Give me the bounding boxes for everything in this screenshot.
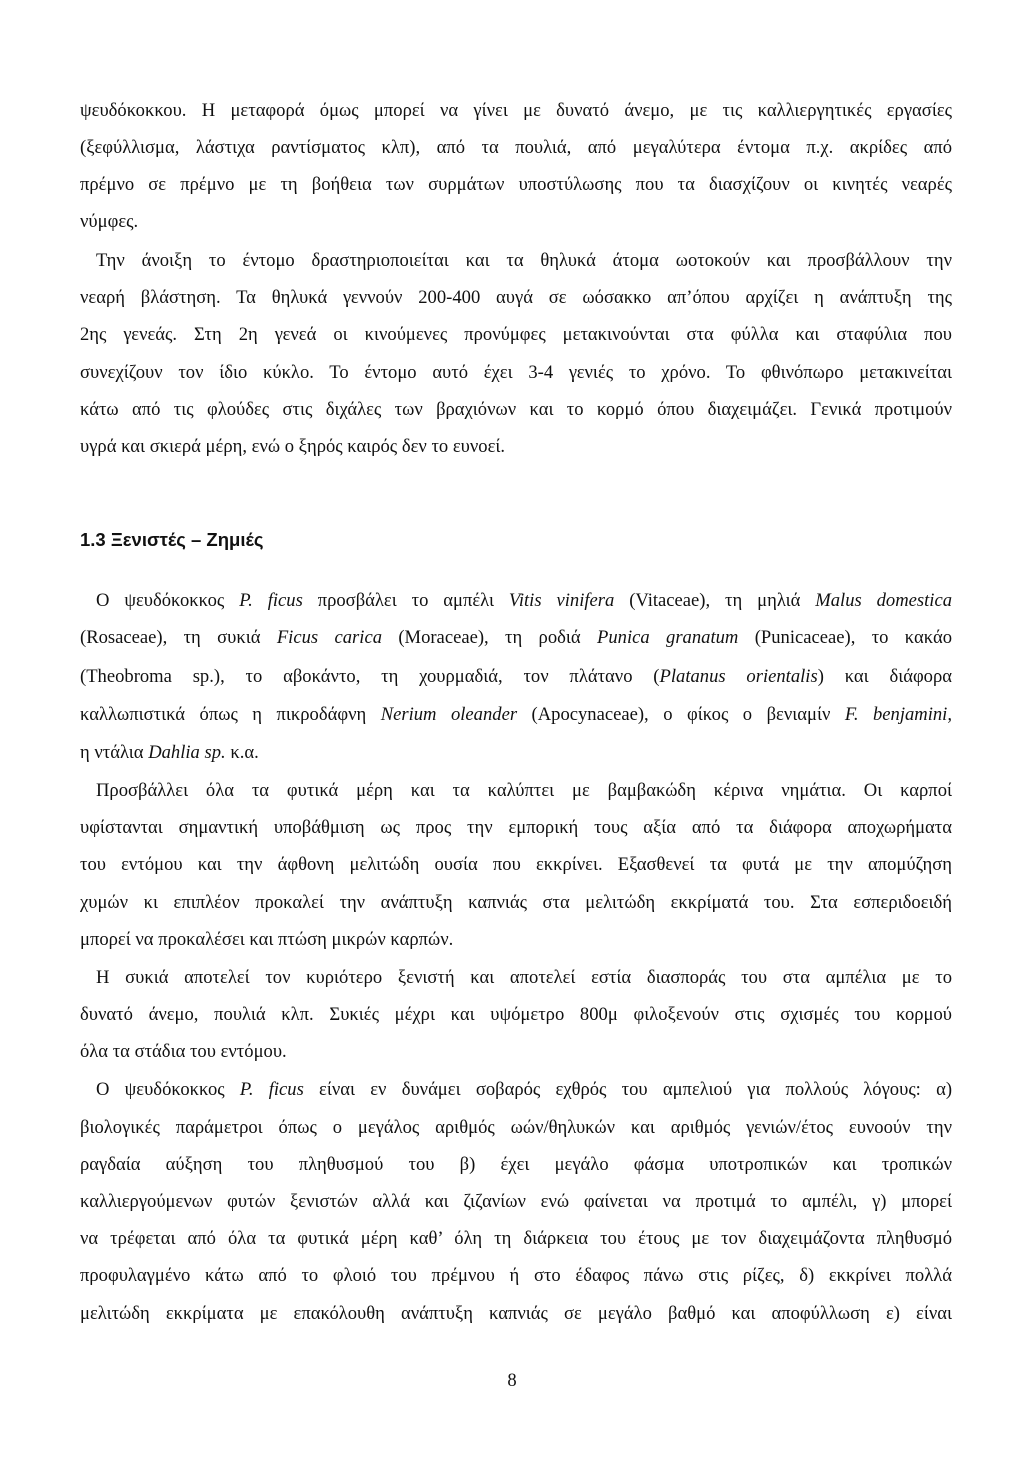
text-line: συνεχίζουν τον ίδιο κύκλο. Το έντομο αυτό έχει 3-4 γενιές το χρόνο. Το φθινόπωρο μετακινείται xyxy=(80,362,952,383)
text-line: όλα τα στάδια του εντόμου. xyxy=(80,1041,287,1062)
text-line: Η συκιά αποτελεί τον κυριότερο ξενιστή και αποτελεί εστία διασποράς του στα αμπέλια με το xyxy=(96,967,952,988)
text-line: Ο ψευδόκοκκος P. ficus προσβάλει το αμπέλι Vitis vinifera (Vitaceae), τη μηλιά Malus domestica xyxy=(96,590,953,611)
text-line: να τρέφεται από όλα τα φυτικά μέρη καθ’ όλη τη διάρκεια του έτους με τον διαχειμάζοντα πληθυσμό xyxy=(80,1228,952,1249)
text-line: Ο ψευδόκοκκος P. ficus είναι εν δυνάμει σοβαρός εχθρός του αμπελιού για πολλούς λόγους: α) xyxy=(96,1079,953,1100)
text-line: 2ης γενεάς. Στη 2η γενεά οι κινούμενες προνύμφες μετακινούνται στα φύλλα και σταφύλια που xyxy=(80,324,952,345)
text-line: του εντόμου και την άφθονη μελιτώδη ουσία που εκκρίνει. Εξασθενεί τα φυτά με την απομύζηση xyxy=(80,854,952,875)
text-line: μπορεί να προκαλέσει και πτώση μικρών καρπών. xyxy=(80,929,454,950)
text-line: Προσβάλλει όλα τα φυτικά μέρη και τα καλύπτει με βαμβακώδη κέρινα νημάτια. Οι καρποί xyxy=(96,780,952,801)
text-line: Την άνοιξη το έντομο δραστηριοποιείται και τα θηλυκά άτομα ωοτοκούν και προσβάλλουν την xyxy=(96,250,952,271)
text-line: βιολογικές παράμετροι όπως ο μεγάλος αριθμός ωών/θηλυκών και αριθμός γενιών/έτος ευνοούν την xyxy=(80,1117,952,1138)
text-line: ραγδαία αύξηση του πληθυσμού του β) έχει μεγάλο φάσμα υποτροπικών και τροπικών xyxy=(80,1154,952,1175)
text-line: ψευδόκοκκου. Η μεταφορά όμως μπορεί να γίνει με δυνατό άνεμο, με τις καλλιεργητικές εργασίες xyxy=(80,100,952,121)
text-line: δυνατό άνεμο, πουλιά κλπ. Συκιές μέχρι και υψόμετρο 800μ φιλοξενούν στις σχισμές του κορμού xyxy=(80,1004,952,1025)
text-line: (Rosaceae), τη συκιά Ficus carica (Moraceae), τη ροδιά Punica granatum (Punicaceae), το κακάο xyxy=(80,627,953,648)
text-line: νεαρή βλάστηση. Τα θηλυκά γεννούν 200-400 αυγά σε ωόσακκο απ’όπου αρχίζει η ανάπτυξη της xyxy=(80,287,952,308)
text-line: (Theobroma sp.), το αβοκάντο, τη χουρμαδιά, τον πλάτανο (Platanus orientalis) και διάφορα xyxy=(80,666,953,687)
text-line: καλλωπιστικά όπως η πικροδάφνη Nerium oleander (Apocynaceae), ο φίκος ο βενιαμίν F. benjamini, xyxy=(80,704,952,725)
text-line: χυμών κι επιπλέον προκαλεί την ανάπτυξη καπνιάς στα μελιτώδη εκκρίματά του. Στα εσπεριδοειδή xyxy=(80,892,952,913)
page-number: 8 xyxy=(507,1370,517,1391)
text-line: νύμφες. xyxy=(80,211,139,232)
text-line: προφυλαγμένο κάτω από το φλοιό του πρέμνου ή στο έδαφος πάνω στις ρίζες, δ) εκκρίνει πολλά xyxy=(80,1265,952,1286)
text-line: υγρά και σκιερά μέρη, ενώ ο ξηρός καιρός δεν το ευνοεί. xyxy=(80,436,506,457)
section-heading: 1.3 Ξενιστές – Ζημιές xyxy=(80,529,264,550)
text-line: πρέμνο σε πρέμνο με τη βοήθεια των συρμάτων υποστύλωσης που τα διασχίζουν οι κινητές νεαρές xyxy=(80,174,952,195)
text-line: κάτω από τις φλούδες στις διχάλες των βραχιόνων και το κορμό όπου διαχειμάζει. Γενικά προτιμούν xyxy=(80,399,952,420)
text-line: μελιτώδη εκκρίματα με επακόλουθη ανάπτυξη καπνιάς σε μεγάλο βαθμό και αποφύλλωση ε) είναι xyxy=(80,1303,952,1324)
text-line: καλλιεργούμενων φυτών ξενιστών αλλά και ζιζανίων ενώ φαίνεται να προτιμά το αμπέλι, γ) μπορεί xyxy=(80,1191,952,1212)
text-line: (ξεφύλλισμα, λάστιχα ραντίσματος κλπ), από τα πουλιά, από μεγαλύτερα έντομα π.χ. ακρίδες από xyxy=(80,137,952,158)
text-line: η ντάλια Dahlia sp. κ.α. xyxy=(80,742,259,763)
text-line: υφίστανται σημαντική υποβάθμιση ως προς την εμπορική τους αξία από τα διάφορα αποχωρήματα xyxy=(80,817,952,838)
